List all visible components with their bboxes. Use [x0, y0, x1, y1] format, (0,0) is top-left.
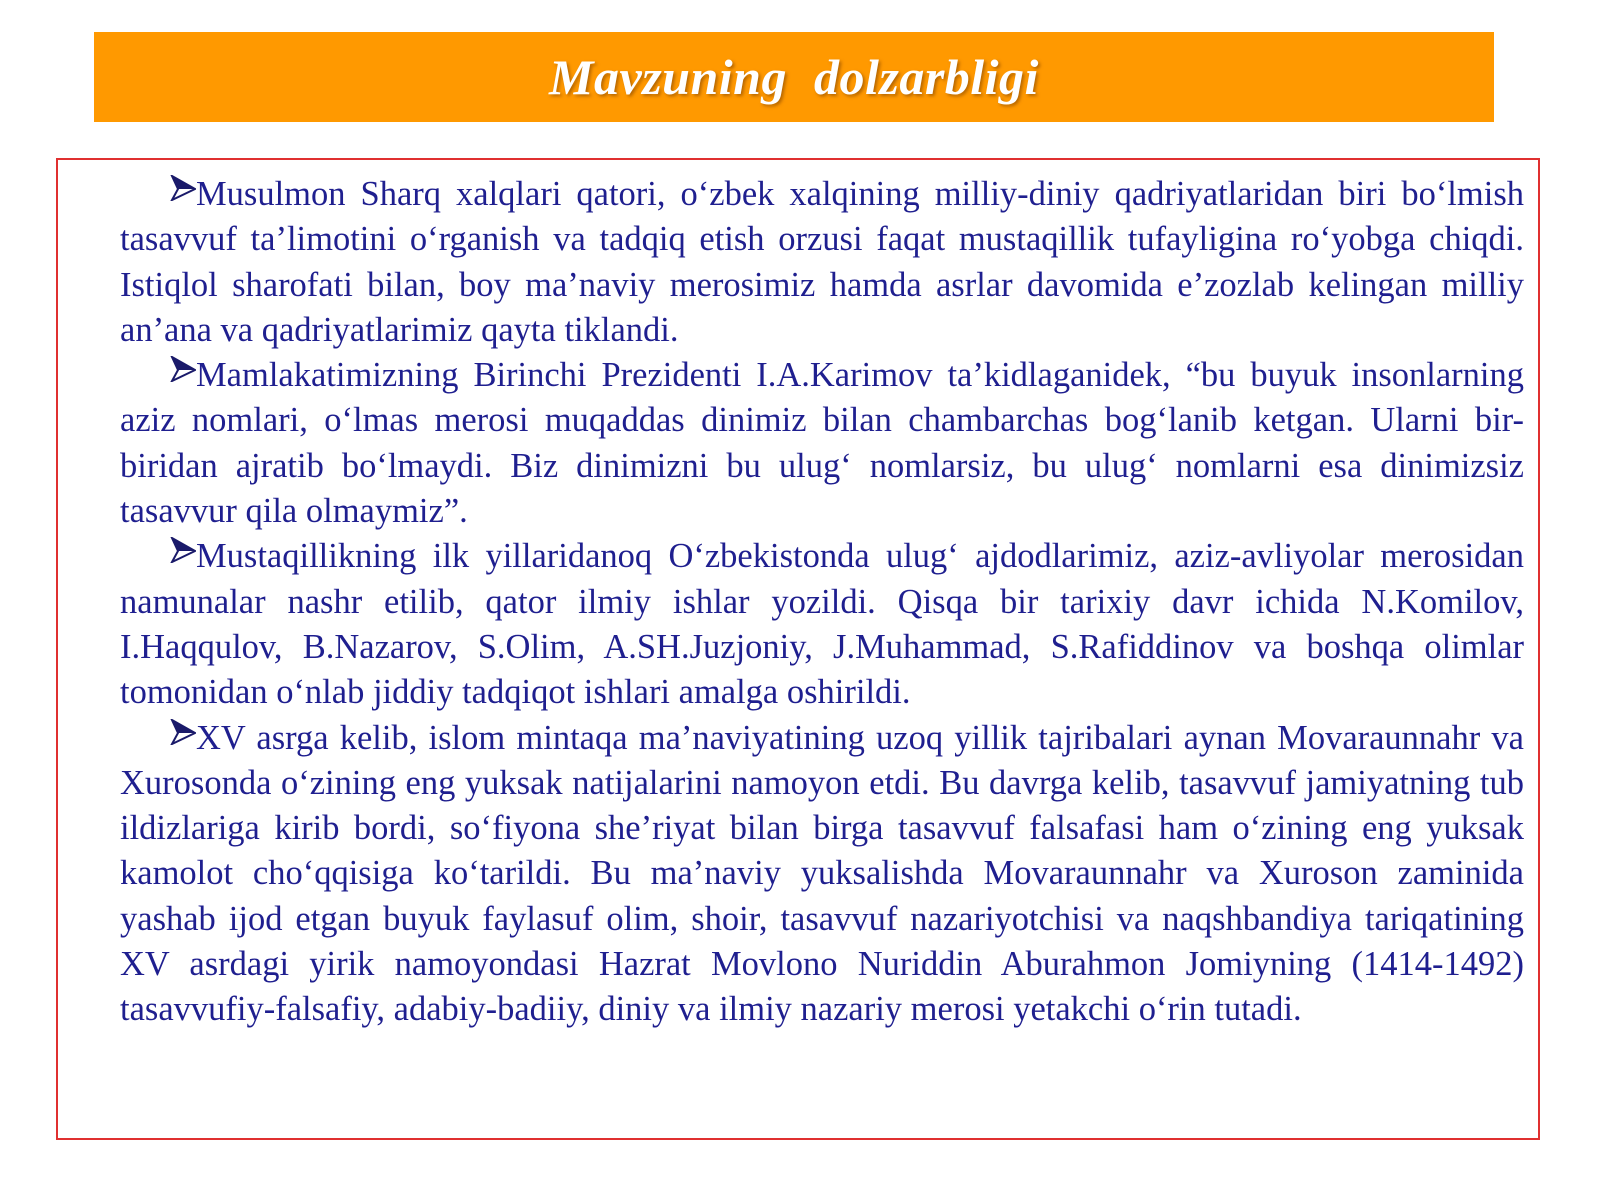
paragraph-1 — [120, 172, 1524, 353]
title-banner — [94, 32, 1494, 122]
paragraph-4-text: XV asrga kelib, islom mintaqa ma’naviyatining uzoq yillik tajribalari aynan Movaraunnahr va Xurosonda o‘zining eng yuksak natijalarini namoyon etdi. Bu davrga kelib, tasavvuf jamiyatning tub ildizlariga kirib bordi, so‘fiyona she’riyat bilan birga tasavvuf falsafasi ham o‘zining eng yuksak kamolot cho‘qqisiga ko‘tarildi. Bu ma’naviy yuksalishda Movaraunnahr va Xuroson zaminida yashab ijod etgan buyuk faylasuf olim, shoir, tasavvuf nazariyotchisi va naqshbandiya tariqatining XV asrdagi yirik namoyondasi Hazrat Movlono Nuriddin Aburahmon Jomiyning (1414-1492) tasavvufiy-falsafiy, adabiy-badiiy, diniy va ilmiy nazariy merosi yetakchi o‘rin tutadi. — [120, 718, 1524, 1029]
paragraph-2 — [120, 353, 1524, 534]
slide-title: Mavzuning dolzarbligi — [549, 49, 1039, 105]
paragraph-1-text: Musulmon Sharq xalqlari qatori, o‘zbek xalqining milliy-diniy qadriyatlaridan biri bo‘lmish tasavvuf ta’limotini o‘rganish va tadqiq etish orzusi faqat mustaqillik tufayligina ro‘yobga chiqdi. Istiqlol sharofati bilan, boy ma’naviy merosimiz hamda asrlar davomida e’zozlab kelingan milliy an’ana va qadriyatlarimiz qayta tiklandi. — [120, 175, 1524, 349]
arrowhead-bullet-icon — [170, 175, 196, 201]
arrowhead-bullet-icon — [170, 356, 196, 382]
content-box — [56, 158, 1540, 1140]
paragraph-2-text: Mamlakatimizning Birinchi Prezidenti I.A.Karimov ta’kidlaganidek, “bu buyuk insonlarning aziz nomlari, o‘lmas merosi muqaddas dinimiz bilan chambarchas bog‘lanib ketgan. Ularni bir-biridan ajratib bo‘lmaydi. Biz dinimizni bu ulug‘ nomlarsiz, bu ulug‘ nomlarni esa dinimizsiz tasavvur qila olmaymiz”. — [120, 356, 1524, 531]
paragraph-4 — [120, 716, 1524, 1033]
arrowhead-bullet-icon — [170, 537, 196, 563]
text-area — [120, 172, 1524, 1033]
paragraph-3-text: Mustaqillikning ilk yillaridanoq O‘zbekistonda ulug‘ ajdodlarimiz, aziz-avliyolar merosidan namunalar nashr etilib, qator ilmiy ishlar yozildi. Qisqa bir tarixiy davr ichida N.Komilov, I.Haqqulov, B.Nazarov, S.Olim, A.SH.Juzjoniy, J.Muhammad, S.Rafiddinov va boshqa olimlar tomonidan o‘nlab jiddiy tadqiqot ishlari amalga oshirildi. — [120, 537, 1524, 712]
arrowhead-bullet-icon — [170, 719, 196, 745]
paragraph-3 — [120, 534, 1524, 715]
